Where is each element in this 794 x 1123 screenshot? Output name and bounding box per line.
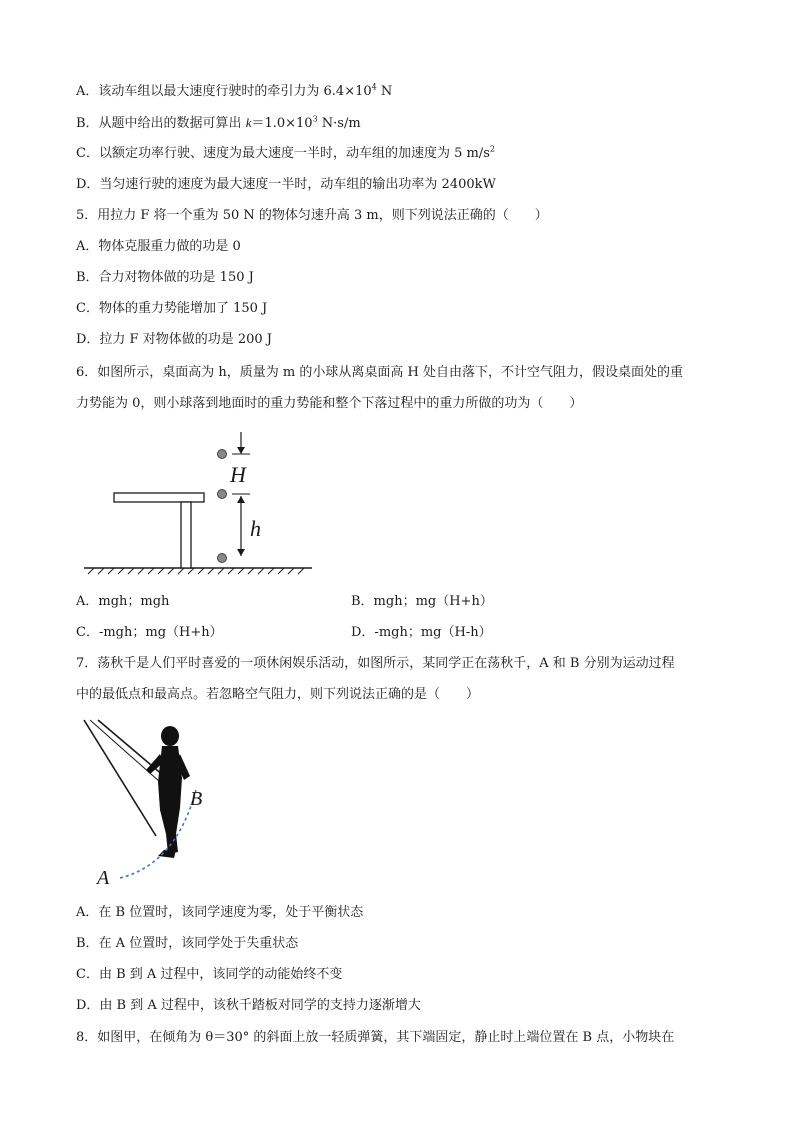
q4-option-b: B．从题中给出的数据可算出 $k=1.0\times 10^3$ N·s/m — [76, 114, 361, 131]
label-h: h — [250, 516, 261, 541]
q6-option-b: B．mgh；mg（H+h） — [351, 594, 493, 609]
q7-option-d: D．由 B 到 A 过程中，该秋千踏板对同学的支持力逐渐增大 — [76, 998, 421, 1013]
label-B: B — [190, 788, 203, 810]
table-top — [114, 493, 204, 502]
q8-stem-line1: 8．如图甲，在倾角为 θ＝30° 的斜面上放一轻质弹簧，其下端固定，静止时上端位置在 B 点，小物块在 — [76, 1030, 675, 1045]
ball-top — [218, 450, 227, 459]
q4-option-a: A．该动车组以最大速度行驶时的牵引力为 $6.4\times 10^4$ N — [76, 82, 393, 99]
q7-stem-line1: 7．荡秋千是人们平时喜爱的一项休闲娱乐活动，如图所示，某同学正在荡秋千，A 和 B 分别为运动过程 — [76, 656, 675, 671]
q7-option-c: C．由 B 到 A 过程中，该同学的动能始终不变 — [76, 967, 343, 982]
label-H: H — [230, 462, 246, 487]
label-A: A — [97, 867, 110, 888]
swing-arc — [120, 790, 196, 878]
q6-stem-line1: 6．如图所示，桌面高为 h，质量为 m 的小球从离桌面高 H 处自由落下，不计空气阻力，假设桌面处的重 — [76, 365, 683, 380]
q5-stem: 5．用拉力 F 将一个重为 50 N 的物体匀速升高 3 m，则下列说法正确的（ ） — [76, 208, 548, 223]
q6-option-a: A．mgh；mgh — [76, 594, 170, 609]
table-leg — [181, 502, 191, 568]
ball-ground — [218, 554, 227, 563]
q5-option-a: A．物体克服重力做的功是 0 — [76, 239, 241, 254]
ground-hatching — [88, 568, 304, 574]
q5-option-d: D．拉力 F 对物体做的功是 200 J — [76, 332, 272, 347]
ball-table-level — [218, 490, 227, 499]
q6-figure — [80, 428, 320, 576]
q7-stem-line2: 中的最低点和最高点。若忽略空气阻力，则下列说法正确的是（ ） — [76, 687, 480, 702]
q5-option-b: B．合力对物体做的功是 150 J — [76, 270, 254, 285]
q6-option-d: D．-mgh；mg（H-h） — [351, 625, 492, 640]
q4-option-d: D．当匀速行驶的速度为最大速度一半时，动车组的输出功率为 2400kW — [76, 177, 496, 192]
q7-option-a: A．在 B 位置时，该同学速度为零，处于平衡状态 — [76, 905, 364, 920]
q7-option-b: B．在 A 位置时，该同学处于失重状态 — [76, 936, 299, 951]
q6-option-c: C．-mgh；mg（H+h） — [76, 625, 223, 640]
person-silhouette — [146, 726, 190, 858]
q7-figure — [80, 716, 230, 888]
q4-option-c: C．以额定功率行驶、速度为最大速度一半时，动车组的加速度为 5 $m/s^2$ — [76, 144, 495, 161]
q6-stem-line2: 力势能为 0，则小球落到地面时的重力势能和整个下落过程中的重力所做的功为（ ） — [76, 396, 583, 411]
swing-rope-1 — [84, 720, 156, 836]
q5-option-c: C．物体的重力势能增加了 150 J — [76, 301, 268, 316]
